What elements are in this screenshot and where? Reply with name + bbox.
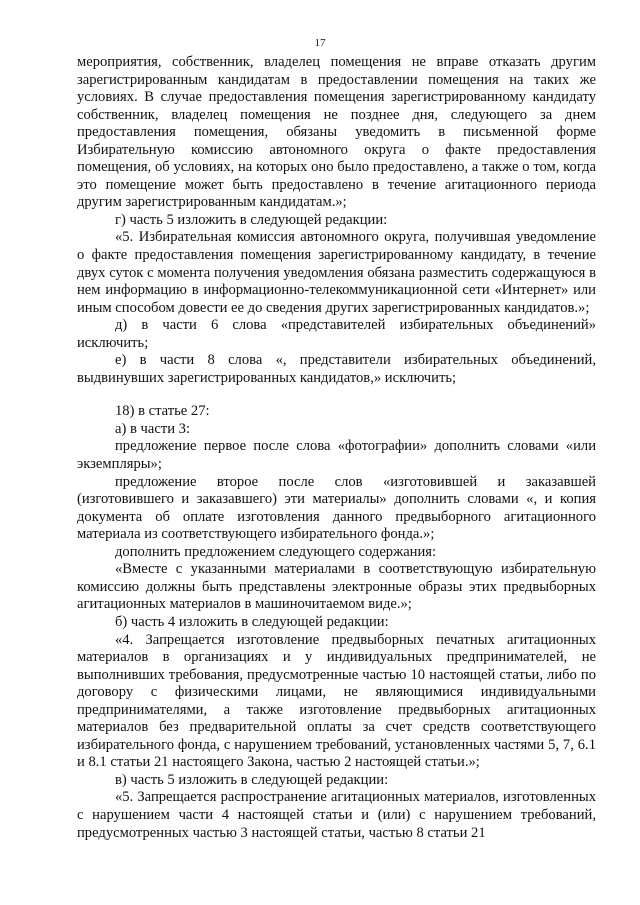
paragraph: б) часть 4 изложить в следующей редакции: (115, 613, 389, 630)
paragraph: дополнить предложением следующего содержания: (115, 543, 437, 560)
paragraph: предложение второе после слов «изготовившей и заказавшей (изготовившего и заказавшего) эти материалы» дополнить словами «, и копия документа об оплате изготовления данного предвыборного агитационного материала из соответствующего избирательного фонда.»; (77, 473, 596, 543)
paragraph: предложение первое после слова «фотографии» дополнить словами «или экземпляры»; (77, 438, 596, 473)
paragraph: в) часть 5 изложить в следующей редакции: (115, 771, 389, 788)
paragraph: мероприятия, собственник, владелец помещения не вправе отказать другим зарегистрированным кандидатам в предоставлении помещения на таких же условиях. В случае предоставления помещения зарегистрированному кандидату собственник, владелец помещения не позднее дня, следующего за днем предоставления помещения, обязаны уведомить в письменной форме Избирательную комиссию автономного округа о факте предоставления помещения, об условиях, на которых оно было предоставлено, а также о том, когда это помещение может быть предоставлено в течение агитационного периода другим зарегистрированным кандидатам.»; (77, 54, 596, 211)
document-body (77, 54, 596, 842)
page-number: 17 (314, 37, 326, 49)
paragraph: «5. Запрещается распространение агитационных материалов, изготовленных с нарушением части 4 настоящей статьи и (или) с нарушением требований, предусмотренных частью 3 настоящей статьи, частью 8 статьи 21 (77, 789, 596, 841)
paragraph: 18) в статье 27: (115, 403, 210, 420)
paragraph: д) в части 6 слова «представителей избирательных объединений» исключить; (77, 317, 596, 351)
paragraph: е) в части 8 слова «, представители избирательных объединений, выдвинувших зарегистрированных кандидатов,» исключить; (77, 352, 596, 386)
paragraph: «4. Запрещается изготовление предвыборных печатных агитационных материалов в организациях и у индивидуальных предпринимателей, не выполнивших требования, предусмотренные частью 10 настоящей статьи, либо по договору с физическими лицами, не являющимися индивидуальными предпринимателями, а также изготовление предвыборных агитационных материалов без предварительной оплаты за счет средств соответствующего избирательного фонда, с нарушением требований, установленных частями 5, 7, 6.1 и 8.1 статьи 21 настоящего Закона, частью 2 настоящей статьи.»; (77, 631, 596, 771)
paragraph: «Вместе с указанными материалами в соответствующую избирательную комиссию должны быть представлены электронные образы этих предвыборных агитационных материалов в машиночитаемом виде.»; (77, 561, 596, 613)
paragraph: «5. Избирательная комиссия автономного округа, получившая уведомление о факте предоставления помещения зарегистрированному кандидату, в течение двух суток с момента получения уведомления обязана разместить содержащуюся в нем информацию в информационно-телекоммуникационной сети «Интернет» или иным способом довести ее до сведения других зарегистрированных кандидатов.»; (77, 229, 596, 316)
paragraph: г) часть 5 изложить в следующей редакции: (115, 211, 388, 228)
paragraph: а) в части 3: (115, 420, 191, 437)
